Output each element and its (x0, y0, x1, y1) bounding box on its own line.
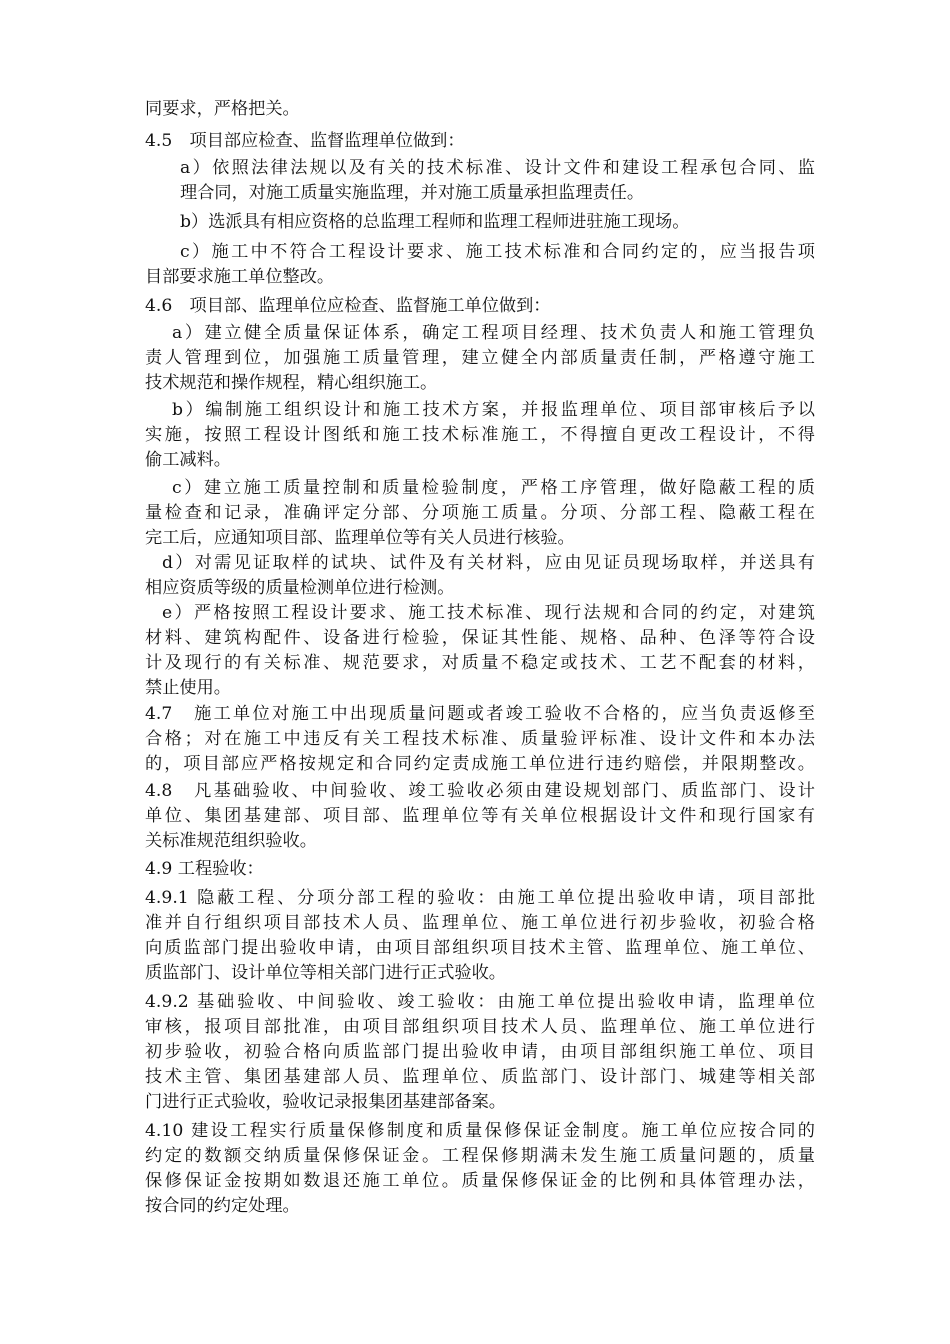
text-line: e）严格按照工程设计要求、施工技术标准、现行法规和合同的约定，对建筑 (162, 603, 815, 623)
text-line: b）选派具有相应资格的总监理工程师和监理工程师进驻施工现场。 (180, 212, 690, 232)
text-line: 偷工减料。 (145, 450, 231, 470)
text-line: 责人管理到位，加强施工质量管理，建立健全内部质量责任制，严格遵守施工 (145, 348, 815, 368)
text-line: 禁止使用。 (145, 678, 231, 698)
text-line: c）施工中不符合工程设计要求、施工技术标准和合同约定的，应当报告项 (180, 242, 815, 262)
section-heading-4-10: 4.10 建设工程实行质量保修制度和质量保修保证金制度。施工单位应按合同的 (145, 1121, 815, 1141)
section-heading-4-9-1: 4.9.1 隐蔽工程、分项分部工程的验收：由施工单位提出验收申请，项目部批 (145, 888, 815, 908)
text-line: b）编制施工组织设计和施工技术方案，并报监理单位、项目部审核后予以 (172, 400, 815, 420)
text-line: 向质监部门提出验收申请，由项目部组织项目技术主管、监理单位、施工单位、 (145, 938, 815, 958)
text-line: 关标准规范组织验收。 (145, 831, 317, 851)
text-line: 初步验收，初验合格向质监部门提出验收申请，由项目部组织施工单位、项目 (145, 1042, 815, 1062)
text-line: 保修保证金按期如数退还施工单位。质量保修保证金的比例和具体管理办法， (145, 1171, 815, 1191)
text-line: 审核，报项目部批准，由项目部组织项目技术人员、监理单位、施工单位进行 (145, 1017, 815, 1037)
text-line: a）依照法律法规以及有关的技术标准、设计文件和建设工程承包合同、监 (180, 158, 815, 178)
text-line: 技术主管、集团基建部人员、监理单位、质监部门、设计部门、城建等相关部 (145, 1067, 815, 1087)
text-line: 的，项目部应严格按规定和合同约定责成施工单位进行违约赔偿，并限期整改。 (145, 754, 815, 774)
section-heading-4-5: 4.5 项目部应检查、监督监理单位做到： (145, 131, 465, 151)
section-heading-4-9-2: 4.9.2 基础验收、中间验收、竣工验收：由施工单位提出验收申请，监理单位 (145, 992, 815, 1012)
text-line: c）建立施工质量控制和质量检验制度，严格工序管理，做好隐蔽工程的质 (172, 478, 815, 498)
text-line: 目部要求施工单位整改。 (145, 267, 335, 287)
text-line: 单位、集团基建部、项目部、监理单位等有关单位根据设计文件和现行国家有 (145, 806, 815, 826)
text-line: 合格；对在施工中违反有关工程技术标准、质量验评标准、设计文件和本办法 (145, 729, 815, 749)
section-heading-4-9: 4.9 工程验收： (145, 859, 264, 879)
text-line: 同要求，严格把关。 (145, 99, 300, 119)
text-line: 计及现行的有关标准、规范要求，对质量不稳定或技术、工艺不配套的材料， (145, 653, 815, 673)
text-line: 准并自行组织项目部技术人员、监理单位、施工单位进行初步验收，初验合格 (145, 913, 815, 933)
text-line: 约定的数额交纳质量保修保证金。工程保修期满未发生施工质量问题的，质量 (145, 1146, 815, 1166)
section-heading-4-7: 4.7 施工单位对施工中出现质量问题或者竣工验收不合格的，应当负责返修至 (145, 704, 815, 724)
text-line: 材料、建筑构配件、设备进行检验，保证其性能、规格、品种、色泽等符合设 (145, 628, 815, 648)
text-line: a）建立健全质量保证体系，确定工程项目经理、技术负责人和施工管理负 (172, 323, 815, 343)
text-line: 质监部门、设计单位等相关部门进行正式验收。 (145, 963, 506, 983)
section-heading-4-6: 4.6 项目部、监理单位应检查、监督施工单位做到： (145, 296, 551, 316)
text-line: 按合同的约定处理。 (145, 1196, 300, 1216)
text-line: 理合同，对施工质量实施监理，并对施工质量承担监理责任。 (180, 183, 645, 203)
text-line: 完工后，应通知项目部、监理单位等有关人员进行核验。 (145, 528, 575, 548)
text-line: 门进行正式验收，验收记录报集团基建部备案。 (145, 1092, 506, 1112)
text-line: 技术规范和操作规程，精心组织施工。 (145, 373, 438, 393)
text-line: 量检查和记录，准确评定分部、分项施工质量。分项、分部工程、隐蔽工程在 (145, 503, 815, 523)
text-line: 相应资质等级的质量检测单位进行检测。 (145, 578, 455, 598)
section-heading-4-8: 4.8 凡基础验收、中间验收、竣工验收必须由建设规划部门、质监部门、设计 (145, 781, 815, 801)
text-line: 实施，按照工程设计图纸和施工技术标准施工，不得擅自更改工程设计，不得 (145, 425, 815, 445)
text-line: d）对需见证取样的试块、试件及有关材料，应由见证员现场取样，并送具有 (162, 553, 815, 573)
